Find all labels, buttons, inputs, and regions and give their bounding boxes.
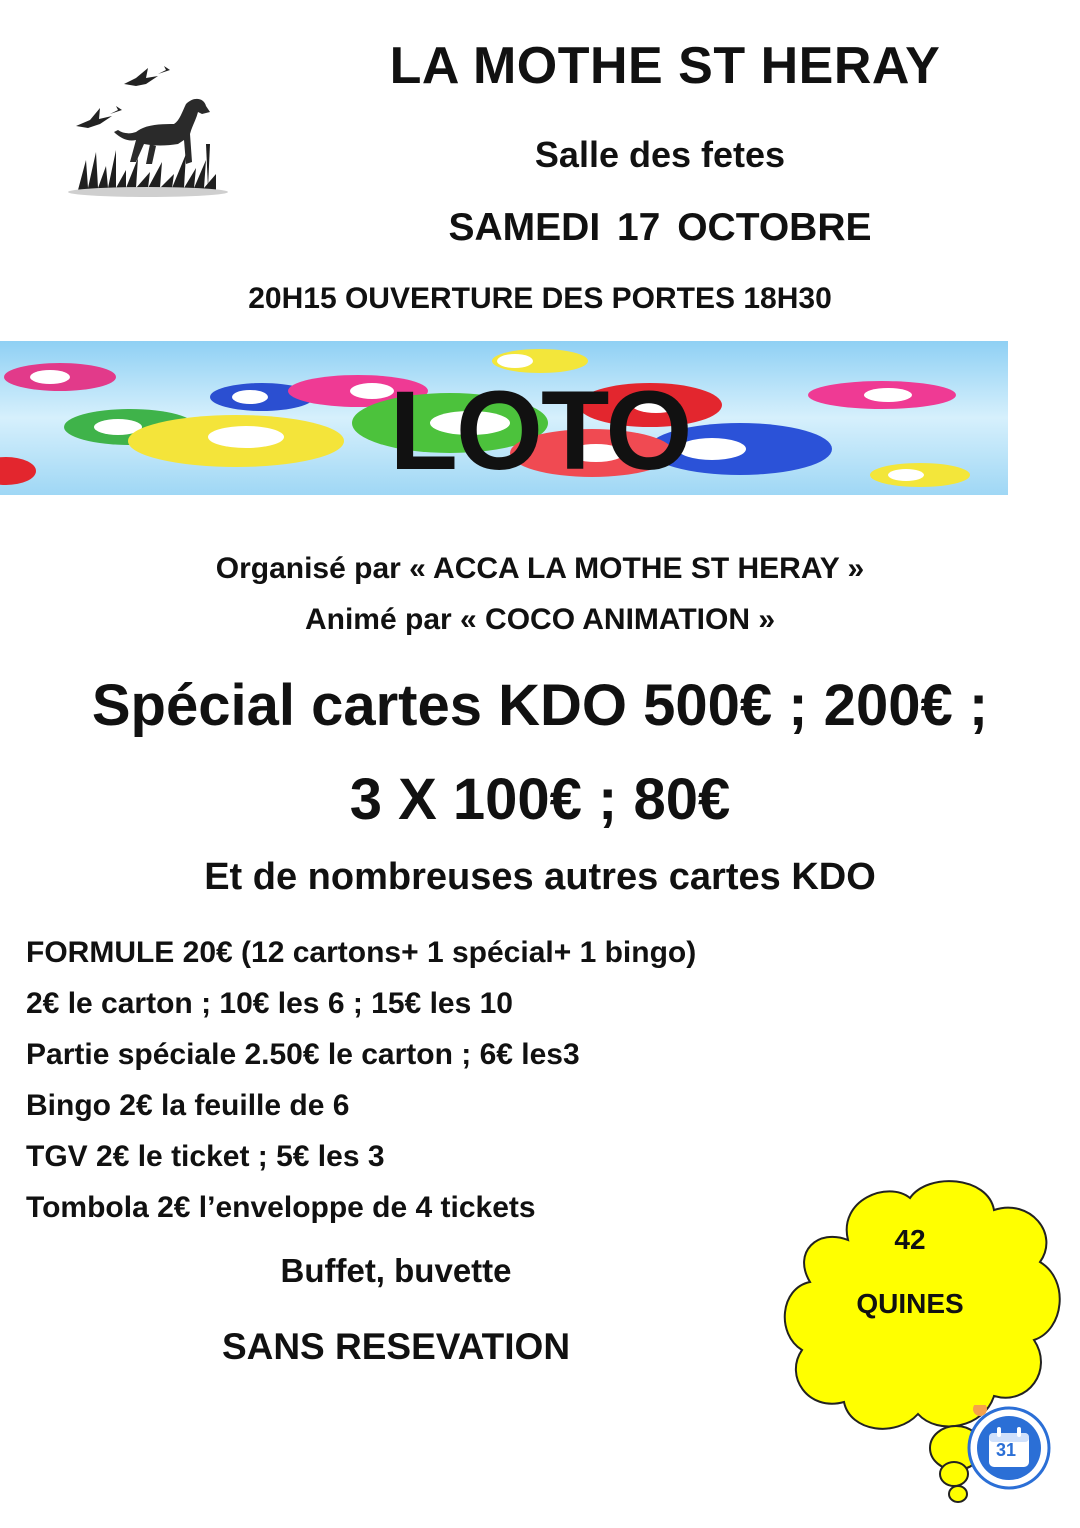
- venue-name: Salle des fetes: [534, 134, 786, 175]
- pricing-item: 2€ le carton ; 10€ les 6 ; 15€ les 10: [26, 987, 513, 1020]
- reservation-line: SANS RESEVATION: [221, 1326, 571, 1367]
- town-title: LA MOTHE ST HERAY: [389, 37, 941, 95]
- animator-line: Animé par « COCO ANIMATION »: [304, 603, 776, 636]
- pricing-item: Tombola 2€ l’enveloppe de 4 tickets: [26, 1191, 536, 1224]
- dog-and-ducks-icon: [66, 62, 232, 208]
- buffet-line: Buffet, buvette: [280, 1252, 512, 1289]
- special-prizes-line-1: Spécial cartes KDO 500€ ; 200€ ;: [91, 673, 989, 738]
- event-date: SAMEDI 17 OCTOBRE: [448, 206, 872, 249]
- organizer-line: Organisé par « ACCA LA MOTHE ST HERAY »: [215, 552, 865, 585]
- pricing-item: TGV 2€ le ticket ; 5€ les 3: [26, 1140, 385, 1173]
- pricing-item: Partie spéciale 2.50€ le carton ; 6€ les3: [26, 1038, 580, 1071]
- quines-label: QUINES: [856, 1288, 964, 1319]
- event-hours: 20H15 OUVERTURE DES PORTES 18H30: [248, 282, 832, 315]
- hunting-dog-logo: [66, 62, 232, 208]
- pricing-item: Bingo 2€ la feuille de 6: [26, 1089, 350, 1122]
- calendar-day-number: 31: [995, 1440, 1017, 1460]
- pricing-item: FORMULE 20€ (12 cartons+ 1 spécial+ 1 bingo): [26, 936, 697, 969]
- other-prizes-line: Et de nombreuses autres cartes KDO: [204, 856, 876, 898]
- quines-count: 42: [894, 1224, 926, 1255]
- loto-title: LOTO: [389, 368, 691, 493]
- pricing-list: [26, 932, 786, 1238]
- special-prizes-line-2: 3 X 100€ ; 80€: [349, 767, 731, 832]
